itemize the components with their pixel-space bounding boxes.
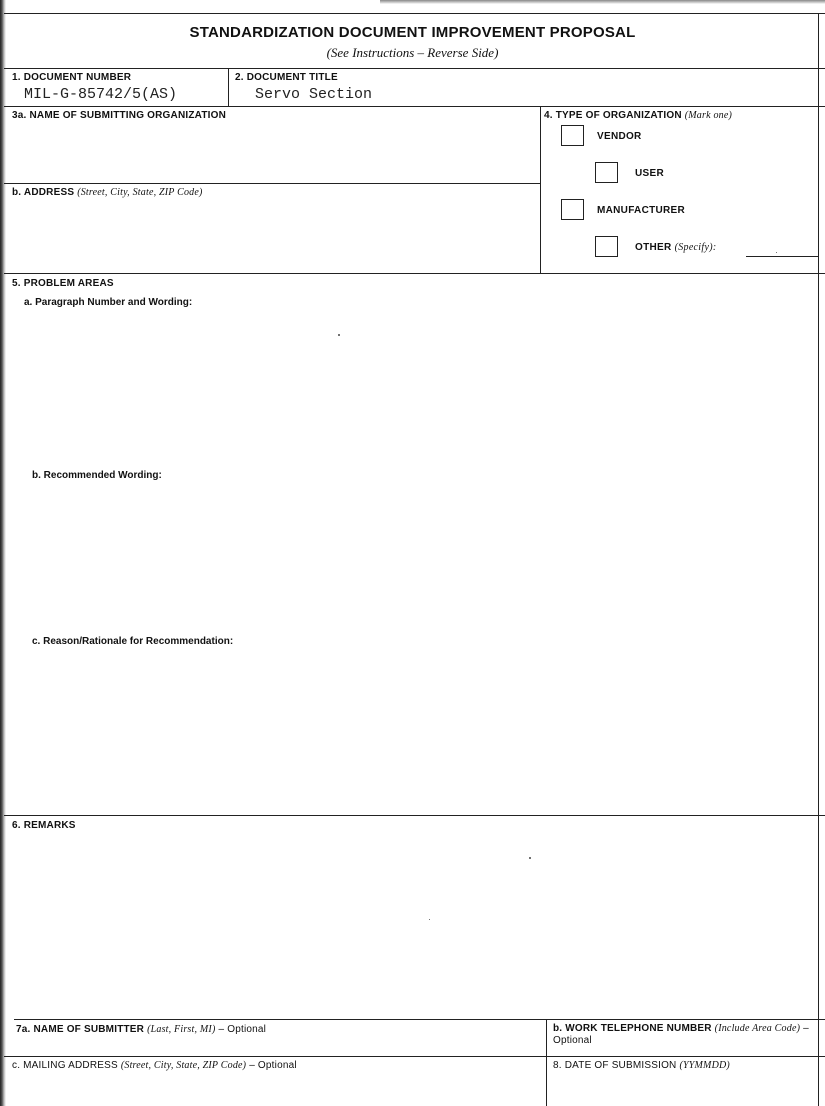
document-number-label: 1. DOCUMENT NUMBER bbox=[12, 72, 132, 83]
recommended-wording-field[interactable] bbox=[20, 486, 810, 631]
mailing-address-label-text: c. MAILING ADDRESS bbox=[12, 1060, 118, 1071]
problem-areas-label: 5. PROBLEM AREAS bbox=[12, 278, 114, 289]
other-specify-field[interactable] bbox=[746, 256, 818, 257]
mailing-address-suffix: – Optional bbox=[249, 1060, 297, 1071]
vendor-label: VENDOR bbox=[597, 131, 642, 142]
address-field[interactable] bbox=[10, 202, 535, 270]
address-label bbox=[12, 187, 203, 198]
divider-col-title bbox=[228, 68, 229, 106]
vendor-checkbox[interactable] bbox=[561, 125, 584, 146]
org-type-label bbox=[544, 110, 732, 121]
work-phone-hint: (Include Area Code) bbox=[714, 1023, 801, 1034]
divider-col-phone bbox=[546, 1019, 547, 1106]
frame-top bbox=[4, 13, 825, 14]
divider-row1 bbox=[4, 68, 825, 69]
frame-right bbox=[818, 13, 819, 1106]
submitter-name-label bbox=[16, 1024, 266, 1035]
user-label: USER bbox=[635, 168, 664, 179]
date-submission-field[interactable] bbox=[553, 1074, 813, 1104]
form-subtitle: (See Instructions – Reverse Side) bbox=[326, 45, 499, 60]
scan-speck bbox=[529, 857, 531, 859]
other-label-text: OTHER bbox=[635, 242, 672, 253]
remarks-field[interactable] bbox=[20, 836, 810, 1014]
submitter-name-label-text: 7a. NAME OF SUBMITTER bbox=[16, 1024, 145, 1035]
other-label bbox=[635, 242, 716, 253]
user-checkbox[interactable] bbox=[595, 162, 618, 183]
mailing-address-label bbox=[12, 1060, 297, 1071]
divider-row2 bbox=[4, 106, 825, 107]
address-hint: (Street, City, State, ZIP Code) bbox=[77, 187, 203, 198]
submitter-name-field[interactable] bbox=[16, 1037, 541, 1053]
date-submission-label-text: 8. DATE OF SUBMISSION bbox=[553, 1060, 677, 1071]
document-title-field[interactable]: Servo Section bbox=[255, 86, 373, 103]
divider-col-orgtype bbox=[540, 106, 541, 273]
rationale-field[interactable] bbox=[20, 652, 810, 810]
org-type-label-text: 4. TYPE OF ORGANIZATION bbox=[544, 110, 682, 121]
divider-mailing bbox=[4, 1056, 825, 1057]
org-name-label: 3a. NAME OF SUBMITTING ORGANIZATION bbox=[12, 110, 227, 121]
work-phone-suffix: – Optional bbox=[553, 1023, 809, 1046]
submitter-name-suffix: – Optional bbox=[218, 1024, 267, 1035]
submitter-name-hint: (Last, First, MI) bbox=[147, 1024, 216, 1035]
address-label-text: b. ADDRESS bbox=[12, 187, 75, 198]
rationale-label: c. Reason/Rationale for Recommendation: bbox=[32, 636, 234, 647]
other-checkbox[interactable] bbox=[595, 236, 618, 257]
org-name-field[interactable] bbox=[10, 124, 535, 180]
manufacturer-checkbox[interactable] bbox=[561, 199, 584, 220]
divider-problem bbox=[4, 273, 825, 274]
date-submission-label bbox=[553, 1060, 730, 1071]
scan-speck bbox=[429, 919, 430, 920]
paragraph-wording-label: a. Paragraph Number and Wording: bbox=[24, 297, 193, 308]
org-type-hint: (Mark one) bbox=[684, 110, 733, 121]
work-phone-label-text: b. WORK TELEPHONE NUMBER bbox=[553, 1023, 712, 1034]
recommended-wording-label: b. Recommended Wording: bbox=[32, 470, 162, 481]
mailing-address-hint: (Street, City, State, ZIP Code) bbox=[120, 1060, 247, 1071]
divider-remarks bbox=[4, 815, 825, 816]
manufacturer-label: MANUFACTURER bbox=[597, 205, 686, 216]
paragraph-wording-field[interactable] bbox=[20, 312, 810, 462]
divider-address bbox=[4, 183, 540, 184]
work-phone-label bbox=[553, 1023, 815, 1047]
form-title: STANDARDIZATION DOCUMENT IMPROVEMENT PROPOSAL bbox=[189, 24, 636, 41]
document-number-field[interactable]: MIL-G-85742/5(AS) bbox=[24, 86, 178, 103]
scan-speck bbox=[776, 252, 777, 253]
mailing-address-field[interactable] bbox=[16, 1074, 541, 1104]
other-hint: (Specify): bbox=[674, 242, 717, 253]
scan-top-edge bbox=[380, 0, 825, 4]
document-title-label: 2. DOCUMENT TITLE bbox=[235, 72, 338, 83]
scan-speck bbox=[338, 334, 340, 336]
divider-submitter bbox=[14, 1019, 825, 1020]
remarks-label: 6. REMARKS bbox=[12, 820, 76, 831]
scan-edge bbox=[0, 0, 6, 1106]
date-submission-hint: (YYMMDD) bbox=[679, 1060, 730, 1071]
